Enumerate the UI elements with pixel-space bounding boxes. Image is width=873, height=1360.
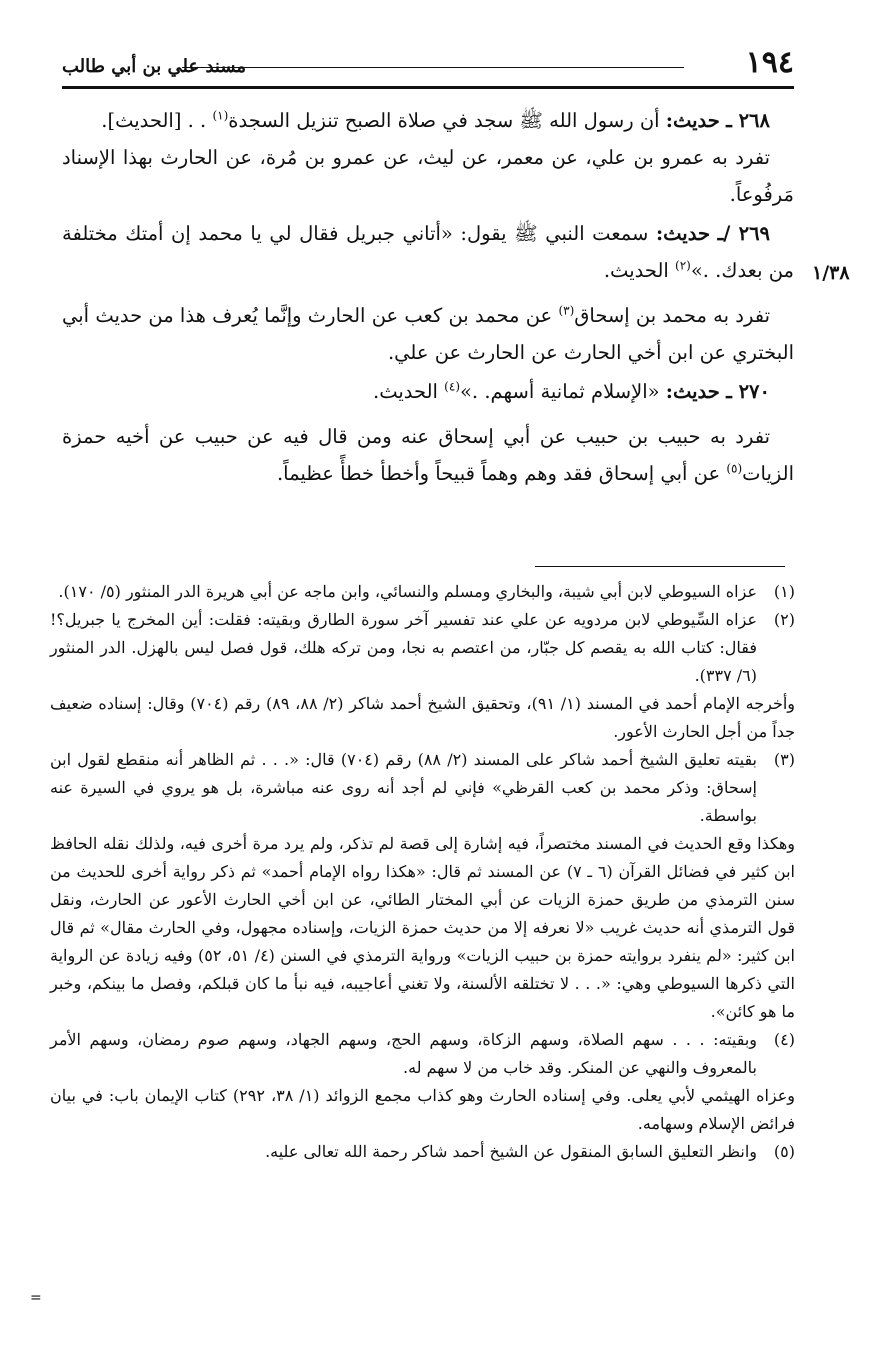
continuation-mark: = xyxy=(30,1290,42,1306)
commentary-text: عن محمد بن كعب عن الحارث وإنَّما يُعرف هذا من حديث أبي البختري عن ابن أخي الحارث عن الحارث عن علي. xyxy=(62,304,794,364)
main-text xyxy=(62,100,794,492)
header-dash-rule xyxy=(182,67,684,68)
hadith-268 xyxy=(62,102,794,139)
footnote-separator xyxy=(535,566,785,567)
page-header xyxy=(62,38,794,78)
footnote-text: عزاه السِّيوطي لابن مردويه عن علي عند تفسير آخر سورة الطارق وبقيته: فقلت: أين المخرج يا جبريل؟! فقال: كتاب الله به يقصم كل جبّار، من اعتصم به نجا، ومن تركه هلك، قول فصل ليس بالهزل. الدر المنثور (٦/ ٣٣٧). xyxy=(50,610,757,685)
commentary-269 xyxy=(62,297,794,371)
footnotes xyxy=(50,578,795,1166)
footnote-text: وعزاه الهيثمي لأبي يعلى. وفي إسناده الحارث وهو كذاب مجمع الزوائد (١/ ٣٨، ٢٩٢) كتاب الإيمان باب: في بيان فرائض الإسلام وسهامه. xyxy=(50,1086,796,1133)
page-number: ١٩٤ xyxy=(745,45,794,80)
commentary-268: تفرد به عمرو بن علي، عن معمر، عن ليث، عن عمرو بن مُرة، عن الحارث بهذا الإسناد مَرفُوعاً. xyxy=(62,146,794,206)
footnote-ref: (١) xyxy=(212,108,229,123)
footnote-text: عزاه السيوطي لابن أبي شيبة، والبخاري ومسلم والنسائي، وابن ماجه عن أبي هريرة الدر المنثور (٥/ ١٧٠). xyxy=(58,582,757,601)
hadith-keyword: حديث: xyxy=(655,222,711,245)
footnote-number: (٥) xyxy=(773,1142,795,1161)
footnote-3 xyxy=(50,746,795,830)
footnote-2 xyxy=(50,606,795,690)
hadith-text: «الإسلام ثمانية أسهم. .» xyxy=(460,380,660,403)
footnote-text: بقيته تعليق الشيخ أحمد شاكر على المسند (٢/ ٨٨) رقم (٧٠٤) قال: «. . . ثم الظاهر أنه منقطع لقول ابن إسحاق: وذكر محمد بن كعب القرظي» فإني لم أجد أنه روى عنه مباشرة، بل هو يروي في السيرة عنه بواسطة. xyxy=(50,750,758,825)
margin-folio-note: ١/٣٨ xyxy=(812,262,850,284)
footnote-4 xyxy=(50,1026,795,1082)
commentary-text: تفرد به حبيب بن حبيب عن أبي إسحاق عنه ومن قال فيه عن حبيب عن أخيه حمزة الزيات xyxy=(62,425,794,485)
hadith-keyword: حديث: xyxy=(665,380,720,403)
hadith-270 xyxy=(62,373,794,410)
footnote-text: وهكذا وقع الحديث في المسند مختصراً، فيه إشارة إلى قصة لم تذكر، ولم يرد مرة أخرى فيه، ولذلك نقله الحافظ ابن كثير في فضائل القرآن (٦ ـ ٧) عن المسند ثم قال: «هكذا رواه الإمام أحمد» ثم ذكر رواية أخرى للحديث من سنن الترمذي من طريق حمزة الزيات عن أبي المختار الطائي، عن ابن أخي الحارث الأعور عن الحارث، ونقل قول الترمذي أنه حديث غريب «لا نعرفه إلا من حديث حمزة الزيات، وإسناده مجهول، وفي الحارث مقال» ثم قال ابن كثير: «لم ينفرد بروايته حمزة بن حبيب الزيات» ورواية الترمذي في السنن (٤/ ٥١، ٥٢) وفيه زيادة عن الرواية التي ذكرها السيوطي وهي: «. . . لا تختلقه الألسنة، ولا تغني أعاجيبه، فيه نبأ ما كان قبلكم، وفصل ما بينكم، وخبر ما هو كائن». xyxy=(50,834,796,1021)
hadith-number: ٢٦٩ /ـ xyxy=(717,222,771,245)
footnote-ref: (٢) xyxy=(675,258,691,273)
footnote-1 xyxy=(50,578,795,606)
hadith-tail: الحديث. xyxy=(373,380,438,403)
footnote-number: (٢) xyxy=(773,610,795,629)
hadith-tail: الحديث. xyxy=(603,259,669,282)
footnote-text: وانظر التعليق السابق المنقول عن الشيخ أحمد شاكر رحمة الله تعالى عليه. xyxy=(265,1142,757,1161)
footnote-ref: (٥) xyxy=(726,461,743,476)
footnote-text: وأخرجه الإمام أحمد في المسند (١/ ٩١)، وتحقيق الشيخ أحمد شاكر (٢/ ٨٨، ٨٩) رقم (٧٠٤) وقال: إسناده ضعيف جداً من أجل الحارث الأعور. xyxy=(50,694,796,741)
header-rule xyxy=(62,86,794,89)
hadith-tail: . . [الحديث]. xyxy=(101,109,207,132)
footnote-ref: (٤) xyxy=(444,379,460,394)
hadith-keyword: حديث: xyxy=(665,109,720,132)
commentary-270 xyxy=(62,418,794,492)
commentary-text: تفرد به محمد بن إسحاق xyxy=(574,304,771,327)
running-title: مسند علي بن أبي طالب xyxy=(62,56,247,78)
footnote-ref: (٣) xyxy=(558,303,575,318)
footnote-number: (٤) xyxy=(773,1030,795,1049)
hadith-text: أن رسول الله ﷺ سجد في صلاة الصبح تنزيل السجدة xyxy=(228,109,660,132)
footnote-5 xyxy=(50,1138,795,1166)
hadith-number: ٢٧٠ ـ xyxy=(726,380,770,403)
footnote-number: (١) xyxy=(773,582,795,601)
commentary-text: عن أبي إسحاق فقد وهم وهماً قبيحاً وأخطأ خطأً عظيماً. xyxy=(276,462,721,485)
hadith-269 xyxy=(62,215,794,289)
hadith-number: ٢٦٨ ـ xyxy=(726,109,770,132)
footnote-text: وبقيته: . . . سهم الصلاة، وسهم الزكاة، وسهم الحج، وسهم الجهاد، وسهم صوم رمضان، وسهم الأمر بالمعروف والنهي عن المنكر. وقد خاب من لا سهم له. xyxy=(50,1030,757,1077)
footnote-number: (٣) xyxy=(773,750,795,769)
hadith-text: سمعت النبي ﷺ يقول: «أتاني جبريل فقال لي يا محمد إن أمتك مختلفة من بعدك. .» xyxy=(62,222,794,282)
